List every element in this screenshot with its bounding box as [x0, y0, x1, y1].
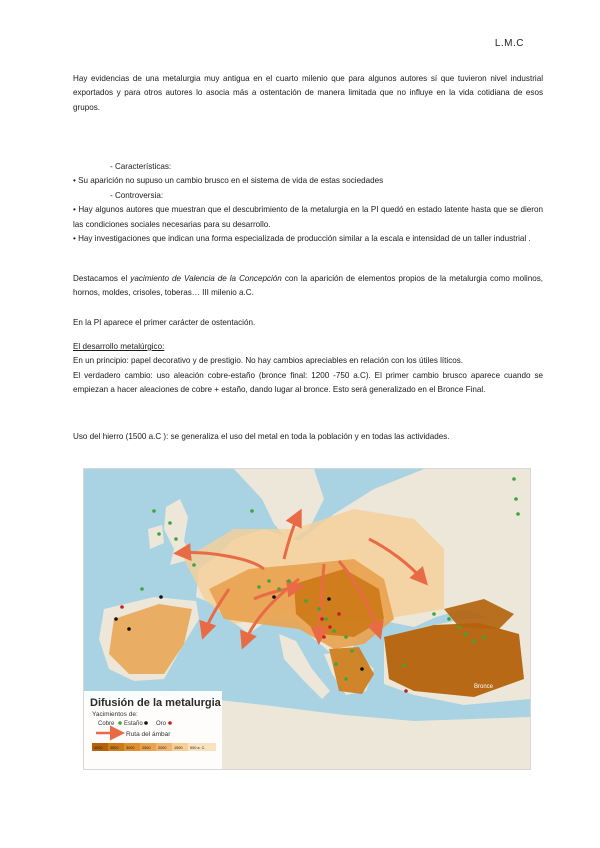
author-initials: L.M.C — [494, 38, 524, 49]
controversy-label: - Controversia: — [110, 190, 164, 200]
timeline-label: 500 a. C. — [190, 746, 206, 750]
copper-site — [402, 663, 406, 667]
timeline-label: 4000 — [94, 746, 103, 750]
copper-site — [174, 537, 178, 541]
copper-site — [344, 677, 348, 681]
timeline-label: 2500 — [142, 746, 151, 750]
copper-site — [304, 599, 308, 603]
copper-site — [157, 532, 161, 536]
copper-site — [514, 497, 518, 501]
legend-title: Difusión de la metalurgia — [90, 697, 221, 709]
gold-site — [404, 689, 408, 693]
characteristics-section — [73, 160, 543, 246]
copper-site — [267, 579, 271, 583]
legend-sites: Yacimientos de: — [92, 711, 138, 718]
copper-site — [432, 612, 436, 616]
copper-site — [472, 639, 476, 643]
valencia-site-name: yacimiento de Valencia de la Concepción — [130, 274, 282, 283]
copper-site — [192, 563, 196, 567]
tin-site — [114, 617, 118, 621]
characteristics-label: - Características: — [110, 162, 172, 171]
copper-site — [512, 477, 516, 481]
copper-site — [324, 617, 328, 621]
copper-site — [344, 635, 348, 639]
legend-tin: Estaño — [124, 721, 143, 727]
timeline-label: 2000 — [158, 746, 167, 750]
region-label-bronce: Bronce — [474, 684, 494, 690]
valencia-paragraph — [73, 272, 543, 301]
copper-site — [317, 607, 321, 611]
copper-site — [257, 585, 261, 589]
copper-site — [482, 635, 486, 639]
legend-timeline — [92, 743, 216, 751]
copper-site — [332, 629, 336, 633]
gold-site — [337, 612, 341, 616]
anatolia-zone — [384, 623, 524, 697]
copper-site — [516, 512, 520, 516]
map-svg — [84, 469, 530, 769]
legend-copper: Cobre — [98, 721, 115, 727]
tin-site — [159, 595, 163, 599]
legend-gold: Oro — [156, 721, 167, 727]
copper-site — [152, 509, 156, 513]
copper-site — [350, 649, 354, 653]
legend-route: Ruta del ámbar — [126, 731, 171, 738]
ostentation-paragraph: En la PI aparece el primer carácter de ostentación. — [73, 318, 256, 327]
characteristics-bullet: • Su aparición no supuso un cambio brusco en el sistema de vida de estas sociedades — [73, 176, 384, 186]
valencia-before: Destacamos el — [73, 274, 131, 283]
tin-site — [127, 627, 131, 631]
development-line-1: En un principio: papel decorativo y de prestigio. No hay cambios apreciables en relación con los útiles líticos. — [73, 356, 464, 366]
metallurgy-map — [83, 468, 531, 770]
development-line-2: El verdadero cambio: uso aleación cobre-estaño (bronce final: 1200 -750 a.C). El primer cambio brusco aparece cuando se empiezan a hacer aleaciones de cobre + estaño, dando lugar al bronce. Esto será generalizado en el Bronce Final. — [73, 370, 543, 395]
tin-site — [272, 595, 276, 599]
gold-site — [120, 605, 124, 609]
copper-site — [457, 625, 461, 629]
copper-site — [447, 617, 451, 621]
timeline-label: 1500 — [174, 746, 183, 750]
copper-site — [287, 579, 291, 583]
timeline-label: 3500 — [110, 746, 119, 750]
tin-site — [327, 597, 331, 601]
copper-site — [140, 587, 144, 591]
development-section — [73, 340, 543, 398]
intro-paragraph: Hay evidencias de una metalurgia muy antigua en el cuarto milenio que para algunos autores sí que tuvieron nivel industrial exportados y para otros autores lo asocia más a ostentación de manera limitada que no influye en la vida cotidiana de esos grupos. — [73, 74, 543, 112]
map-legend — [84, 691, 222, 769]
controversy-bullet-2: • Hay investigaciones que indican una forma especializada de producción similar a la escala e intensidad de un taller industrial . — [73, 234, 531, 244]
copper-site — [277, 587, 281, 591]
gold-site — [328, 625, 332, 629]
timeline-label: 3000 — [126, 746, 135, 750]
development-heading: El desarrollo metalúrgico: — [73, 342, 165, 351]
gold-site — [320, 617, 324, 621]
iron-paragraph: Uso del hierro (1500 a.C ): se generaliza el uso del metal en toda la población y en todas las actividades. — [73, 432, 450, 441]
controversy-bullet-1: • Hay algunos autores que muestran que el descubrimiento de la metalurgia en la PI quedó en estado latente hasta que se dieron las condiciones sociales necesarias para su desarrollo. — [73, 205, 543, 229]
tin-site — [360, 667, 364, 671]
copper-site — [334, 662, 338, 666]
legend-copper-dot — [118, 721, 122, 725]
legend-gold-dot — [168, 721, 172, 725]
gold-site — [322, 635, 326, 639]
copper-site — [464, 632, 468, 636]
valencia-after: con la aparición de elementos propios de la metalurgia como molinos, hornos, moldes, crisoles, toberas… III milenio a.C. — [73, 274, 543, 298]
legend-tin-dot — [144, 721, 148, 725]
copper-site — [168, 521, 172, 525]
copper-site — [250, 509, 254, 513]
